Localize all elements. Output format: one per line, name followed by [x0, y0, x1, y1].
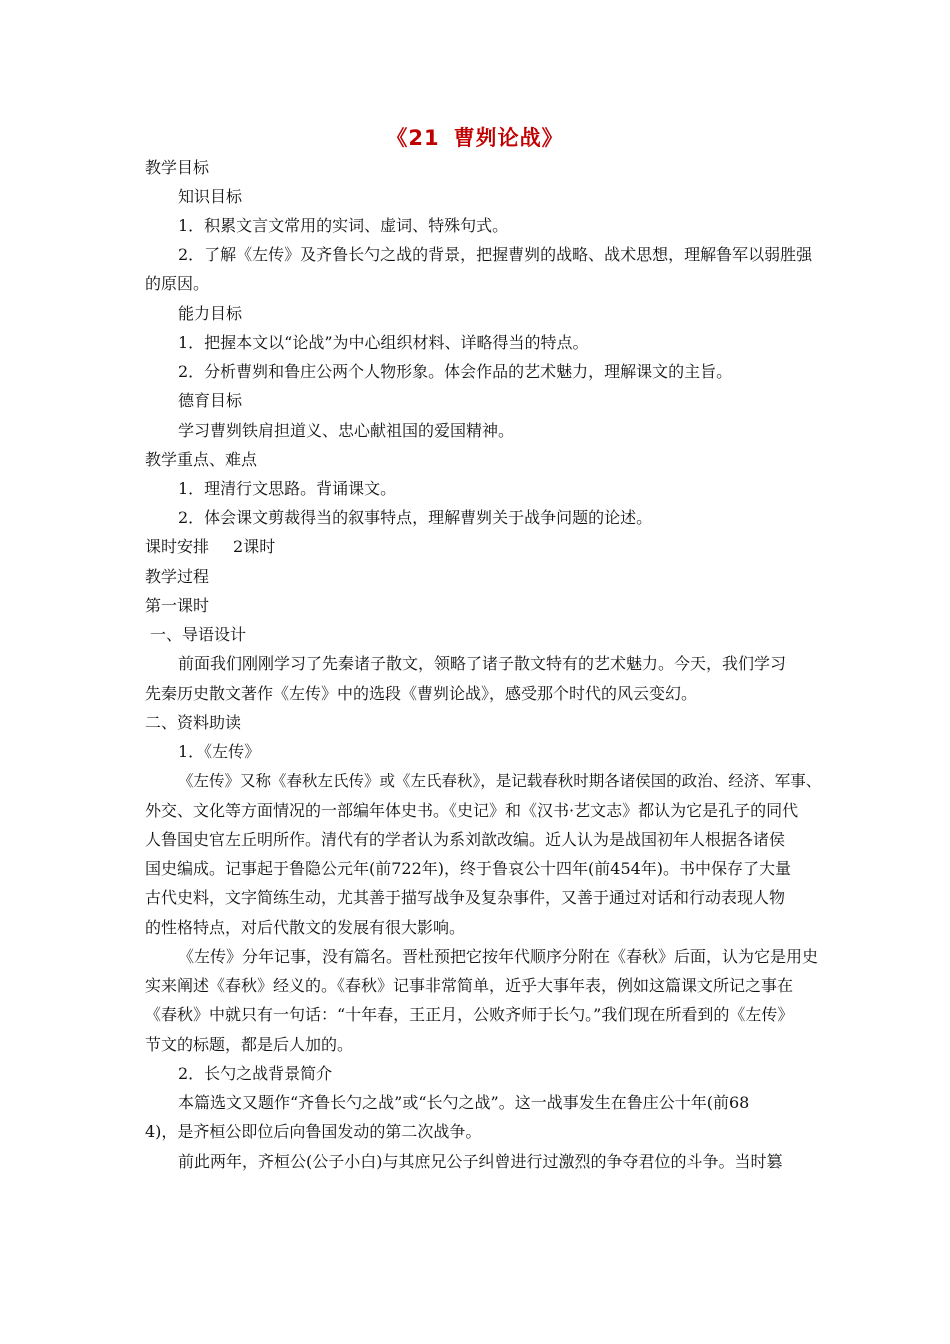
- document-title: [0, 122, 950, 152]
- paragraph-line: 先秦历史散文著作《左传》中的选段《曹刿论战》，感受那个时代的风云变幻。: [145, 684, 698, 703]
- heading-teaching-goals: 教学目标: [145, 158, 210, 177]
- paragraph-line: 学习曹刿铁肩担道义、忠心献祖国的爱国精神。: [178, 421, 515, 440]
- paragraph-line: 2．了解《左传》及齐鲁长勺之战的背景，把握曹刿的战略、战术思想，理解鲁军以弱胜强: [178, 245, 813, 264]
- subheading-knowledge-goals: 知识目标: [178, 187, 243, 206]
- paragraph-line: 节文的标题，都是后人加的。: [145, 1035, 354, 1054]
- title-text: 曹刿论战》: [453, 126, 564, 150]
- paragraph-line: 4)，是齐桓公即位后向鲁国发动的第二次战争。: [145, 1122, 482, 1141]
- schedule-label: 课时安排: [145, 537, 210, 556]
- paragraph-line: 实来阐述《春秋》经义的。《春秋》记事非常简单，近乎大事年表，例如这篇课文所记之事在: [145, 976, 794, 995]
- paragraph-line: 1．把握本文以“论战”为中心组织材料、详略得当的特点。: [178, 333, 589, 352]
- subheading-ability-goals: 能力目标: [178, 304, 243, 323]
- paragraph-line: 的性格特点，对后代散文的发展有很大影响。: [145, 918, 466, 937]
- subsection-changshao-background: 2．长勺之战背景简介: [178, 1064, 333, 1083]
- heading-first-lesson: 第一课时: [145, 596, 210, 615]
- section-reference-material: 二、资料助读: [145, 713, 242, 732]
- paragraph-line: 的原因。: [145, 274, 210, 293]
- paragraph-line: 《左传》又称《春秋左氏传》或《左氏春秋》，是记载春秋时期各诸侯国的政治、经济、军事、: [178, 772, 822, 790]
- heading-key-points: 教学重点、难点: [145, 450, 258, 469]
- paragraph-line: 2．分析曹刿和鲁庄公两个人物形象。体会作品的艺术魅力，理解课文的主旨。: [178, 362, 733, 381]
- paragraph-line: 《左传》分年记事，没有篇名。晋杜预把它按年代顺序分附在《春秋》后面，认为它是用史: [178, 947, 819, 966]
- paragraph-line: 2．体会课文剪裁得当的叙事特点，理解曹刿关于战争问题的论述。: [178, 508, 653, 527]
- paragraph-line: 前此两年，齐桓公(公子小白)与其庶兄公子纠曾进行过激烈的争夺君位的斗争。当时篡: [178, 1152, 783, 1171]
- paragraph-line: 古代史料，文字简练生动，尤其善于描写战争及复杂事件，又善于通过对话和行动表现人物: [145, 888, 786, 907]
- subheading-moral-goals: 德育目标: [178, 391, 243, 410]
- paragraph-line: 前面我们刚刚学习了先秦诸子散文，领略了诸子散文特有的艺术魅力。今天，我们学习: [178, 654, 787, 673]
- title-number: 《21: [386, 126, 440, 150]
- schedule-line: [145, 537, 275, 557]
- paragraph-line: 外交、文化等方面情况的一部编年体史书。《史记》和《汉书·艺文志》都认为它是孔子的同代: [145, 801, 799, 820]
- paragraph-line: 《春秋》中就只有一句话：“十年春，王正月，公败齐师于长勺。”我们现在所看到的《左传》: [145, 1005, 794, 1024]
- section-intro-design: 一、导语设计: [150, 625, 247, 644]
- paragraph-line: 1．理清行文思路。背诵课文。: [178, 479, 397, 498]
- paragraph-line: 本篇选文又题作“齐鲁长勺之战”或“长勺之战”。这一战事发生在鲁庄公十年(前68: [178, 1093, 750, 1112]
- schedule-value: 2课时: [233, 537, 276, 556]
- paragraph-line: 1．积累文言文常用的实词、虚词、特殊句式。: [178, 216, 509, 235]
- subsection-zuozhuan: 1．《左传》: [178, 742, 261, 761]
- paragraph-line: 国史编成。记事起于鲁隐公元年(前722年)，终于鲁哀公十四年(前454年)。书中保存了大量: [145, 859, 792, 878]
- paragraph-line: 人鲁国史官左丘明所作。清代有的学者认为系刘歆改编。近人认为是战国初年人根据各诸侯: [145, 830, 786, 849]
- heading-teaching-process: 教学过程: [145, 567, 210, 586]
